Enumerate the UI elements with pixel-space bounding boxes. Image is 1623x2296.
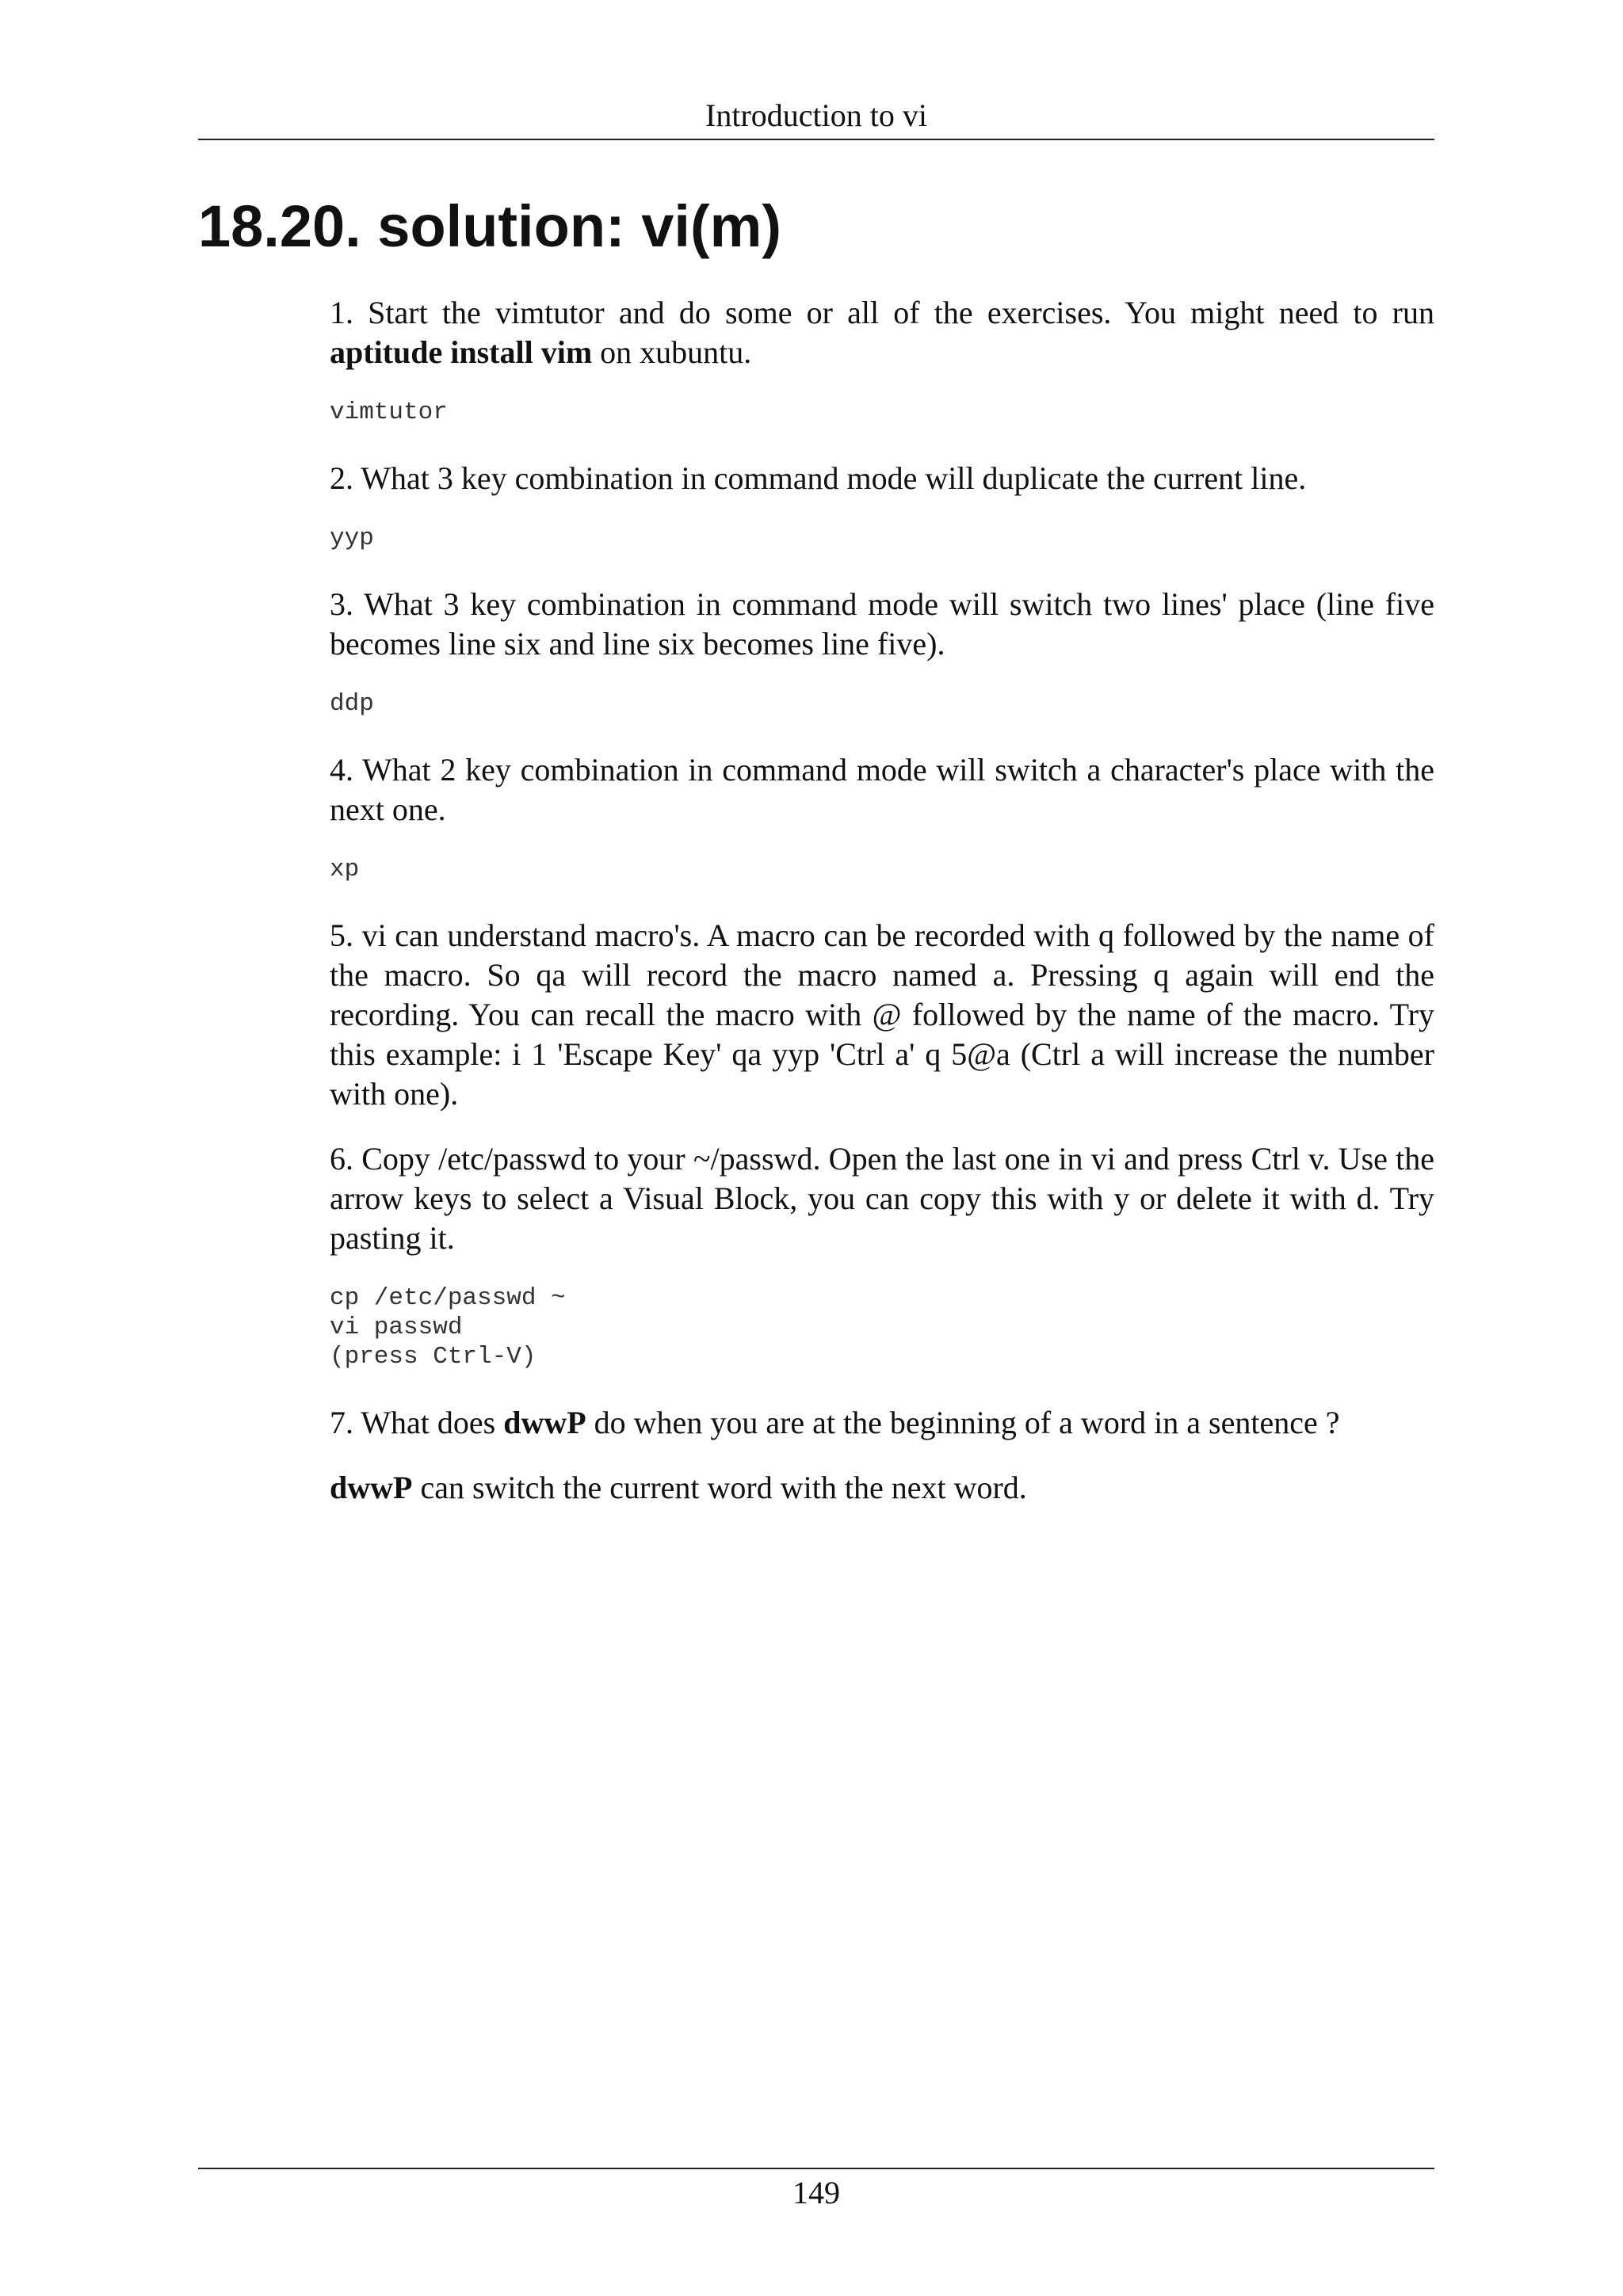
text-run: 6. Copy /etc/passwd to your ~/passwd. Open the last one in vi and press Ctrl v. Use the arrow keys to select a Visual Block, you can copy this with y or delete it with d. Try pasting it.	[330, 1141, 1434, 1256]
exercise-5	[330, 916, 1434, 1114]
solution-list	[330, 293, 1434, 1533]
code-block: yyp	[330, 524, 374, 552]
page-number: 149	[792, 2175, 840, 2210]
exercise-3	[330, 585, 1434, 664]
text-run: 1. Start the vimtutor and do some or all of the exercises. You might need to run	[330, 295, 1434, 330]
exercise-2	[330, 459, 1434, 498]
answer-7	[330, 1468, 1434, 1508]
header-rule	[198, 139, 1434, 140]
exercise-1	[330, 293, 1434, 372]
command-bold: dwwP	[503, 1405, 586, 1440]
text-run: 2. What 3 key combination in command mode will duplicate the current line.	[330, 460, 1307, 496]
text-run: 3. What 3 key combination in command mode will switch two lines' place (line five becomes line six and line six becomes line five).	[330, 586, 1434, 662]
text-run: 7. What does	[330, 1405, 504, 1440]
text-run: 4. What 2 key combination in command mode will switch a character's place with the next one.	[330, 752, 1434, 827]
text-run: do when you are at the beginning of a word in a sentence ?	[586, 1405, 1340, 1440]
code-block: vimtutor	[330, 399, 448, 426]
text-run: can switch the current word with the next word.	[412, 1470, 1027, 1505]
command-bold: aptitude install vim	[330, 334, 593, 370]
command-bold: dwwP	[330, 1470, 413, 1505]
exercise-4	[330, 750, 1434, 830]
code-block: cp /etc/passwd ~ vi passwd (press Ctrl-V)	[330, 1284, 566, 1371]
code-block: xp	[330, 856, 360, 883]
section-title: 18.20. solution: vi(m)	[198, 193, 782, 259]
footer-rule	[198, 2168, 1434, 2169]
running-header: Introduction to vi	[705, 97, 927, 133]
code-block: ddp	[330, 690, 374, 718]
text-run: 5. vi can understand macro's. A macro can be recorded with q followed by the name of the macro. So qa will record the macro named a. Pressing q again will end the recording. You can recall the macro with @ followed by the name of the macro. Try this example: i 1 'Escape Key' qa yyp 'Ctrl a' q 5@a (Ctrl a will increase the number with one).	[330, 917, 1434, 1112]
exercise-7	[330, 1403, 1434, 1443]
text-run: on xubuntu.	[592, 334, 752, 370]
exercise-6	[330, 1139, 1434, 1258]
